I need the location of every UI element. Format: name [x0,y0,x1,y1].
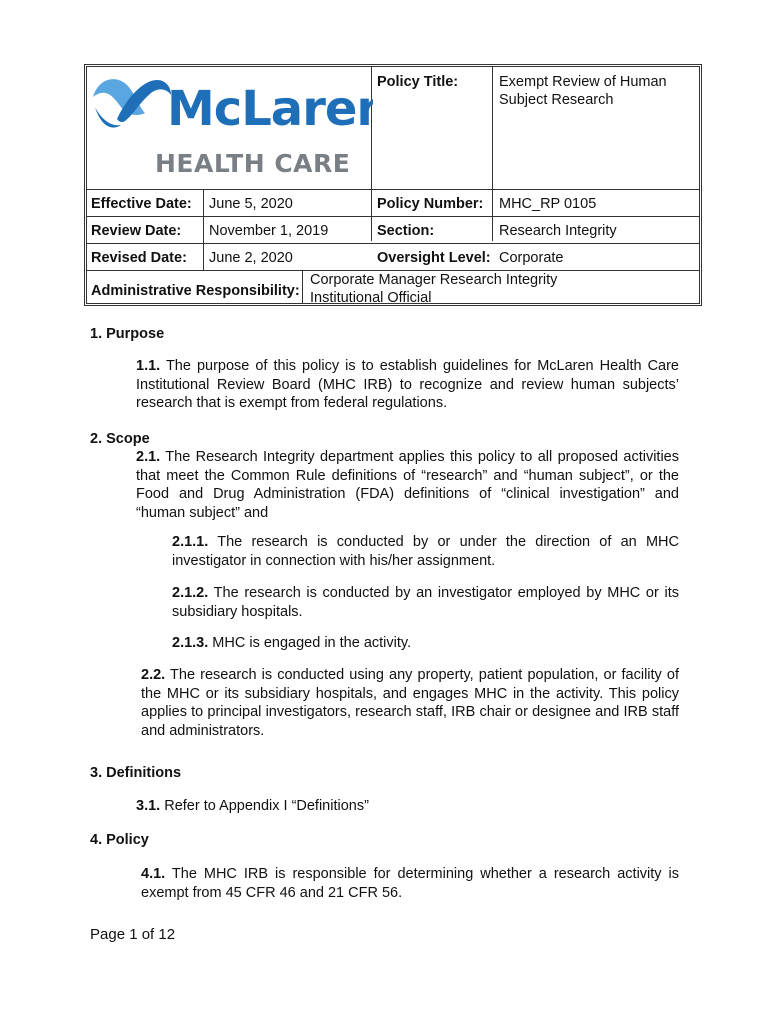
page-number: Page 1 of 12 [90,926,176,943]
admin-responsibility-line1: Corporate Manager Research Integrity [310,272,558,288]
section-heading-purpose: 1. Purpose [90,326,165,342]
revised-date-label: Revised Date: [91,250,187,266]
paragraph-3-1 [136,797,369,816]
brand-name: McLaren [167,81,373,137]
policy-title-label: Policy Title: [377,74,459,90]
paragraph-2-1-1 [172,533,679,570]
clause-number: 3.1. [136,798,161,814]
policy-title-line2: Subject Research [499,92,614,108]
mclaren-logo [87,67,373,191]
clause-number: 1.1. [136,358,161,374]
paragraph-1-1 [136,357,679,413]
divider [87,216,699,217]
review-date-value: November 1, 2019 [209,223,329,239]
divider [87,243,699,244]
clause-number: 4.1. [141,866,166,882]
oversight-label: Oversight Level: [377,250,491,266]
divider [203,189,204,270]
paragraph-2-1-2 [172,584,679,621]
clause-text: The research is conducted by an investigator employed by MHC or its subsidiary hospitals. [172,585,679,620]
clause-text: The Research Integrity department applies this policy to all proposed activities that meet the Common Rule definitions of “research” and “human subject”, or the Food and Drug Administration (FDA) definitions of “clinical investigation” and “human subject” and [136,449,679,521]
policy-title-line1: Exempt Review of Human [499,74,667,90]
clause-text: The purpose of this policy is to establish guidelines for McLaren Health Care Institutional Review Board (MHC IRB) to recognize and review human subjects’ research that is exempt from federal regulations. [136,358,679,411]
section-value: Research Integrity [499,223,617,239]
section-label: Section: [377,223,435,239]
review-date-label: Review Date: [91,223,182,239]
section-heading-scope: 2. Scope [90,431,150,447]
effective-date-label: Effective Date: [91,196,192,212]
revised-date-value: June 2, 2020 [209,250,293,266]
clause-number: 2.1.2. [172,585,209,601]
clause-text: The research is conducted by or under the direction of an MHC investigator in connection with his/her assignment. [172,534,679,569]
mclaren-logo-mark [87,67,373,147]
policy-header-table [84,64,702,306]
clause-number: 2.1.1. [172,534,209,550]
clause-text: The MHC IRB is responsible for determining whether a research activity is exempt from 45 CFR 46 and 21 CFR 56. [141,866,679,901]
admin-responsibility-label: Administrative Responsibility: [91,283,300,299]
paragraph-2-2 [141,666,679,740]
section-heading-policy: 4. Policy [90,832,149,848]
clause-number: 2.1.3. [172,635,209,651]
effective-date-value: June 5, 2020 [209,196,293,212]
oversight-value: Corporate [499,250,564,266]
clause-number: 2.2. [141,667,166,683]
clause-text: MHC is engaged in the activity. [208,635,412,651]
divider [302,270,303,303]
paragraph-2-1-3 [172,634,679,653]
brand-subtitle: HEALTH CARE [155,149,351,178]
clause-number: 2.1. [136,449,161,465]
policy-number-value: MHC_RP 0105 [499,196,597,212]
admin-responsibility-line2: Institutional Official [310,290,432,306]
clause-text: Refer to Appendix I “Definitions” [160,798,369,814]
policy-number-label: Policy Number: [377,196,484,212]
divider [492,67,493,241]
section-heading-definitions: 3. Definitions [90,765,182,781]
clause-text: The research is conducted using any property, patient population, or facility of the MHC or its subsidiary hospitals, and engages MHC in the activity. This policy applies to principal investigators, research staff, IRB chair or designee and IRB staff and administrators. [141,667,679,739]
paragraph-4-1 [141,865,679,902]
paragraph-2-1 [136,448,679,522]
